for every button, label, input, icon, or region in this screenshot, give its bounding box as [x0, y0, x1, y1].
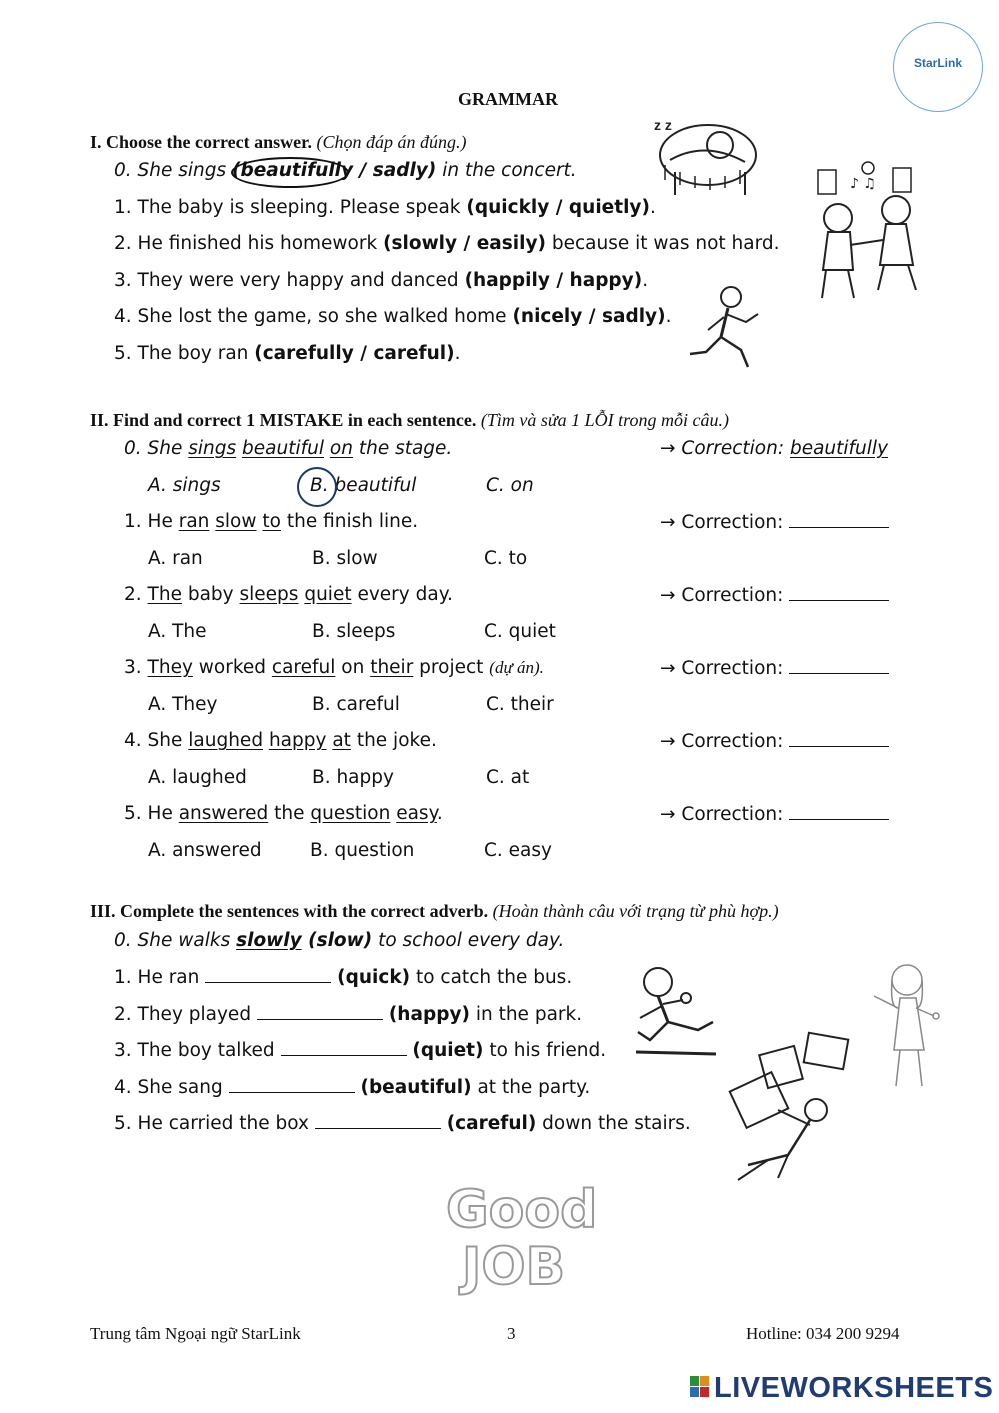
- section1-item-4: 4. She lost the game, so she walked home (nicely / sadly).: [114, 306, 672, 327]
- answer-blank[interactable]: [257, 1003, 383, 1020]
- section1-item-1: 1. The baby is sleeping. Please speak (quickly / quietly).: [114, 197, 656, 218]
- dancing-kids-illustration: [808, 160, 928, 305]
- starlink-logo: [893, 22, 983, 112]
- section2-item-3-sentence: 3. They worked careful on their project (dự án).: [124, 657, 544, 678]
- section3-item-2: 2. They played (happy) in the park.: [114, 1004, 583, 1025]
- footer-page-number: 3: [507, 1324, 516, 1343]
- section2-example-option-a: A. sings: [148, 475, 221, 496]
- man-carrying-boxes-illustration: [718, 1030, 863, 1185]
- good-job-line1: Good: [446, 1180, 598, 1240]
- section2-example-option-b: B. beautiful: [310, 475, 417, 496]
- section2-item-5-correction: → Correction:: [660, 803, 889, 825]
- footer-center-name: Trung tâm Ngoại ngữ StarLink: [90, 1324, 301, 1343]
- section1-example: 0. She sings (beautifully / sadly) in the concert.: [114, 160, 577, 181]
- section2-item-4-correction: → Correction:: [660, 730, 889, 752]
- correction-blank[interactable]: [789, 657, 889, 674]
- page-title: GRAMMAR: [458, 89, 558, 109]
- liveworksheets-logo-icon: [690, 1376, 710, 1398]
- section2-item-4-option-a[interactable]: A. laughed: [148, 767, 247, 788]
- section3-item-1: 1. He ran (quick) to catch the bus.: [114, 967, 573, 988]
- section2-example-sentence: 0. She sings beautiful on the stage.: [124, 438, 453, 459]
- answer-circle: [231, 157, 349, 188]
- section2-item-3-option-c[interactable]: C. their: [486, 694, 554, 715]
- running-boy-illustration: [686, 282, 776, 374]
- section2-item-2-sentence: 2. The baby sleeps quiet every day.: [124, 584, 453, 605]
- svg-text:z z: z z: [654, 117, 672, 133]
- section2-item-2-option-b[interactable]: B. sleeps: [312, 621, 396, 642]
- section2-item-5-option-c[interactable]: C. easy: [484, 840, 552, 861]
- section2-item-1-option-b[interactable]: B. slow: [312, 548, 378, 569]
- section1-item-5: 5. The boy ran (carefully / careful).: [114, 343, 461, 364]
- running-boy-ball-illustration: [628, 960, 723, 1060]
- singing-girl-illustration: [862, 958, 947, 1093]
- correction-blank[interactable]: [789, 730, 889, 747]
- section2-item-3-option-a[interactable]: A. They: [148, 694, 218, 715]
- correction-blank[interactable]: [789, 511, 889, 528]
- sleeping-baby-illustration: [650, 110, 760, 200]
- section2-item-1-sentence: 1. He ran slow to the finish line.: [124, 511, 419, 532]
- section2-item-4-option-c[interactable]: C. at: [486, 767, 530, 788]
- liveworksheets-watermark: LIVEWORKSHEETS: [714, 1372, 994, 1404]
- section3-item-3: 3. The boy talked (quiet) to his friend.: [114, 1040, 607, 1061]
- section2-item-5-sentence: 5. He answered the question easy.: [124, 803, 443, 824]
- section1-item-2: 2. He finished his homework (slowly / easily) because it was not hard.: [114, 233, 780, 254]
- answer-blank[interactable]: [315, 1112, 441, 1129]
- section1-item-3: 3. They were very happy and danced (happily / happy).: [114, 270, 649, 291]
- section2-item-3-option-b[interactable]: B. careful: [312, 694, 400, 715]
- answer-circle: [297, 467, 337, 507]
- correction-blank[interactable]: [789, 584, 889, 601]
- section2-item-1-option-a[interactable]: A. ran: [148, 548, 203, 569]
- section2-item-2-option-a[interactable]: A. The: [148, 621, 207, 642]
- section2-item-5-option-a[interactable]: A. answered: [148, 840, 262, 861]
- section2-example-correction: → Correction: beautifully: [660, 438, 889, 459]
- section2-item-2-option-c[interactable]: C. quiet: [484, 621, 556, 642]
- section3-heading: III. Complete the sentences with the correct adverb. (Hoàn thành câu với trạng từ phù hợp.): [90, 901, 779, 921]
- section2-item-1-correction: → Correction:: [660, 511, 889, 533]
- answer-blank[interactable]: [281, 1039, 407, 1056]
- logo-text: StarLink: [913, 56, 962, 70]
- good-job-line2: JOB: [462, 1237, 566, 1297]
- good-job-sticker: [440, 1172, 598, 1297]
- section3-example: 0. She walks slowly (slow) to school every day.: [114, 930, 565, 951]
- section2-item-2-correction: → Correction:: [660, 584, 889, 606]
- section2-item-5-option-b[interactable]: B. question: [310, 840, 415, 861]
- section2-example-option-c: C. on: [486, 475, 534, 496]
- section2-item-3-correction: → Correction:: [660, 657, 889, 679]
- section1-heading: I. Choose the correct answer. (Chọn đáp án đúng.): [90, 132, 467, 152]
- section3-item-4: 4. She sang (beautiful) at the party.: [114, 1077, 591, 1098]
- svg-text:♪ ♫: ♪ ♫: [850, 176, 876, 192]
- section2-item-1-option-c[interactable]: C. to: [484, 548, 528, 569]
- section2-heading: II. Find and correct 1 MISTAKE in each sentence. (Tìm và sửa 1 LỖI trong mỗi câu.): [90, 410, 729, 430]
- correction-blank[interactable]: [789, 803, 889, 820]
- answer-blank[interactable]: [229, 1076, 355, 1093]
- section3-item-5: 5. He carried the box (careful) down the stairs.: [114, 1113, 691, 1134]
- answer-blank[interactable]: [205, 966, 331, 983]
- section2-item-4-sentence: 4. She laughed happy at the joke.: [124, 730, 437, 751]
- footer-hotline: Hotline: 034 200 9294: [746, 1324, 900, 1343]
- section2-item-4-option-b[interactable]: B. happy: [312, 767, 394, 788]
